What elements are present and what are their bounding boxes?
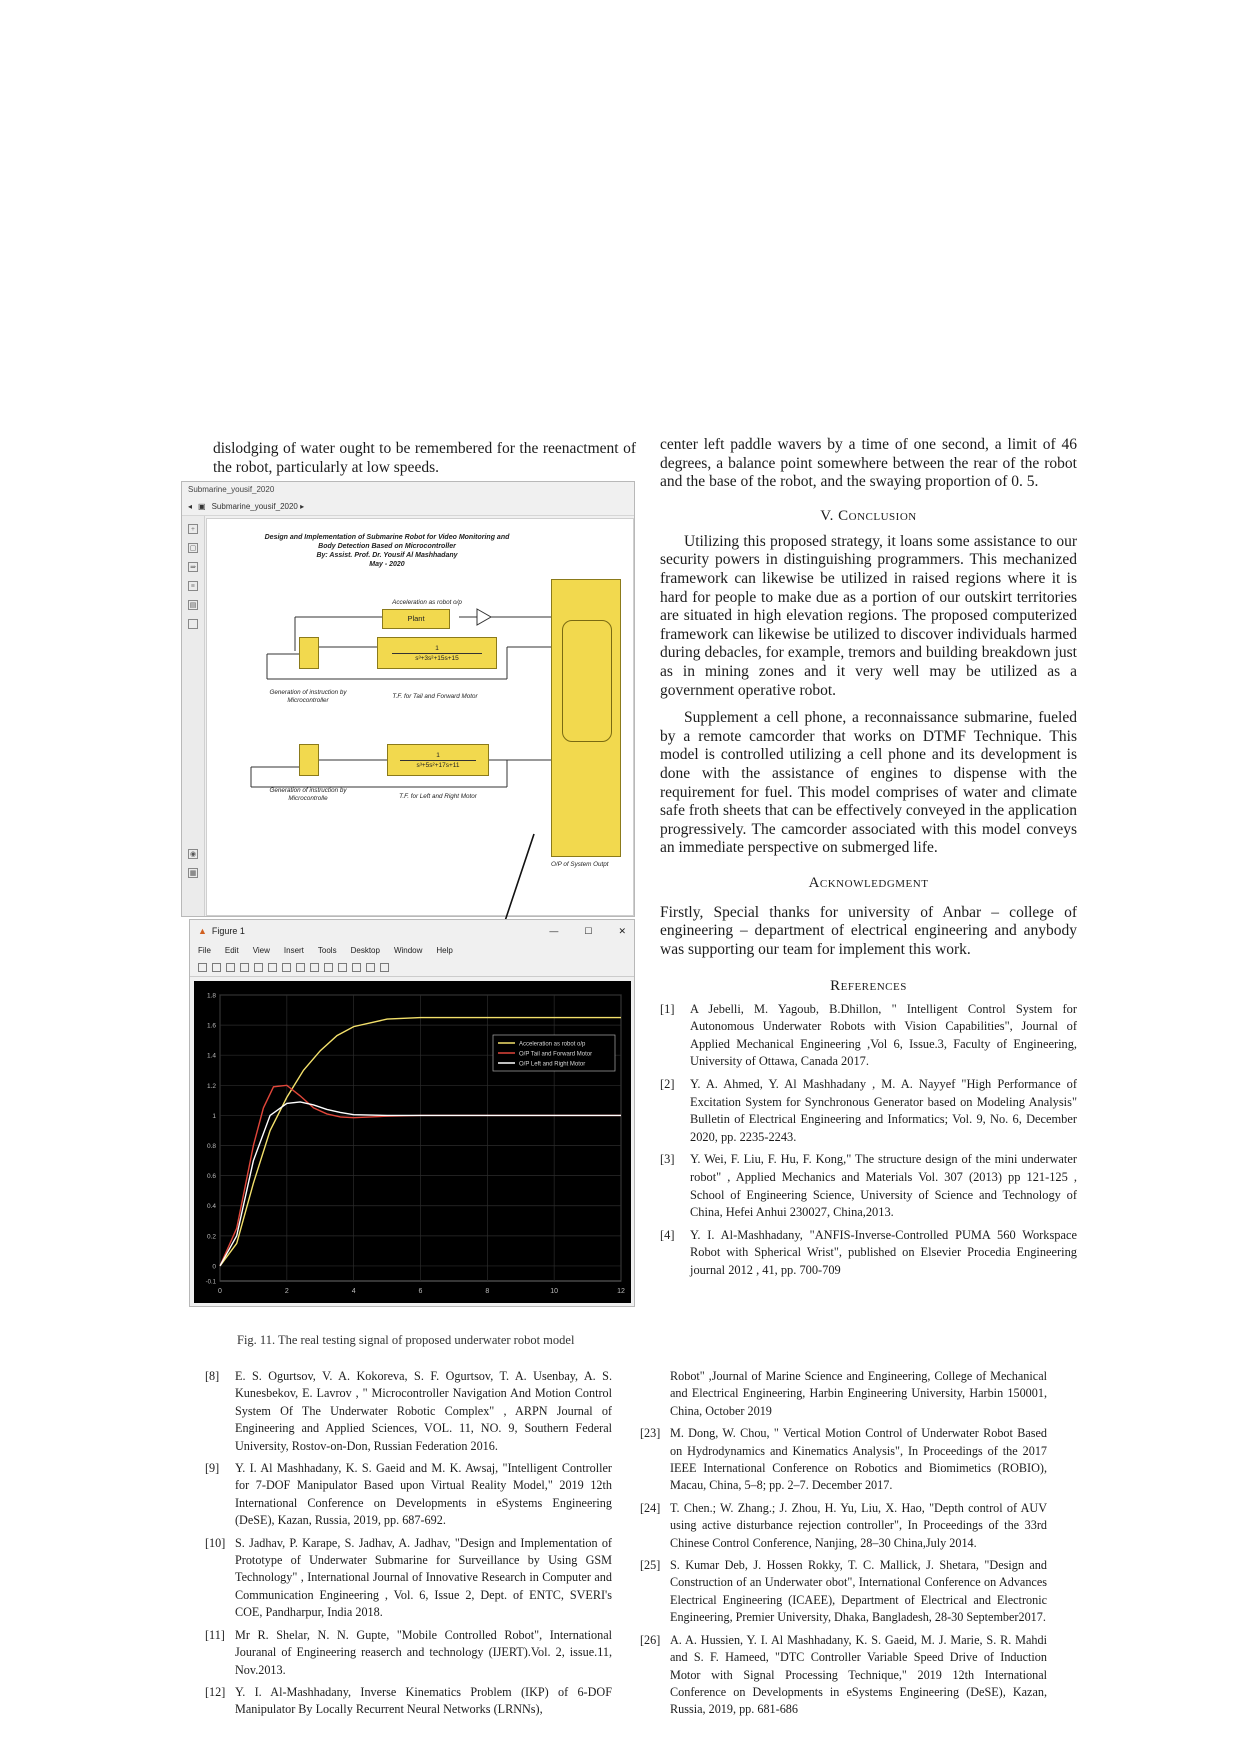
- lower-left-references: [205, 1368, 612, 1724]
- reference-item: [3] Y. Wei, F. Liu, F. Hu, F. Kong," The structure design of the mini underwater robot" , Applied Mechanics and Materials Vol. 307 (2013) pp 121-125 , School of Engineering Science, University of Science and Technology of China, Hefei Anhui 230027, China,2013.: [660, 1152, 1077, 1220]
- generator-block-2[interactable]: [299, 744, 319, 776]
- zoom-out-icon[interactable]: [268, 963, 277, 972]
- generator-label-2: Generation of instruction by Microcontrolle: [269, 787, 347, 802]
- reference-item: [1] A Jebelli, M. Yagoub, B.Dhillon, " Intelligent Control System for Autonomous Underwater Robots with Vision Capabilities", Journal of Applied Mechanical Engineering ,Vol 6, Issue.3, Faculty of Engineering, University of Ottawa, Canada 2017.: [660, 1001, 1077, 1069]
- tf-label-1: T.F. for Tail and Forward Motor: [392, 693, 478, 700]
- y-tick-label: 0.6: [206, 1173, 216, 1181]
- x-tick-label: 8: [485, 1288, 490, 1295]
- menu-desktop[interactable]: Desktop: [350, 945, 380, 955]
- y-tick-label: 0.8: [206, 1143, 216, 1151]
- menu-help[interactable]: Help: [436, 945, 453, 955]
- y-tick-label: 1.2: [206, 1082, 216, 1090]
- minimize-icon[interactable]: —: [549, 926, 559, 936]
- x-tick-label: 0: [218, 1288, 222, 1295]
- generator-block-1[interactable]: [299, 637, 319, 669]
- section-heading-references: References: [830, 977, 907, 994]
- area-icon[interactable]: [188, 619, 198, 629]
- figure-window: [189, 919, 635, 1307]
- pan-icon[interactable]: [282, 963, 291, 972]
- legend-label: O/P Left and Right Motor: [519, 1061, 586, 1068]
- menu-insert[interactable]: Insert: [283, 945, 304, 955]
- body-paragraph: center left paddle wavers by a time of one second, a limit of 46 degrees, a balance point somewhere between the rear of the robot and the base of the robot, and the swaying proportion of 0. 5.: [660, 436, 1077, 491]
- scope-block[interactable]: [551, 579, 621, 857]
- save-icon[interactable]: [226, 963, 235, 972]
- fit-view-icon[interactable]: ▢: [189, 544, 197, 552]
- x-tick-label: 10: [550, 1288, 559, 1295]
- reference-item: [11] Mr R. Shelar, N. N. Gupte, "Mobile Controlled Robot", International Jouranal of Engineering reaserch and technology (IJERT).Vol. 2, issue.11, Nov.2013.: [205, 1627, 612, 1677]
- section-heading-acknowledgment: Acknowledgment: [808, 874, 929, 891]
- reference-item: [23] M. Dong, W. Chou, " Vertical Motion Control of Underwater Robot Based on Hydrodynamics and Kinematics Analysis", In Proceedings of the 2017 IEEE International Conference on Robotics and Biomimetics (ROBIO), Macau, China, 5–8; pp. 2–7. December 2017.: [640, 1426, 1047, 1493]
- breadcrumb-label[interactable]: Submarine_yousif_2020 ▸: [211, 502, 305, 511]
- plot-tools-icon[interactable]: [380, 963, 389, 972]
- menu-tools[interactable]: Tools: [317, 945, 337, 955]
- right-column: [660, 436, 1077, 1285]
- zoom-icon[interactable]: +: [188, 524, 198, 534]
- nav-arrow-icon[interactable]: ◂: [188, 502, 193, 511]
- legend-label: Acceleration as robot o/p: [519, 1041, 586, 1048]
- y-tick-label: 1.6: [206, 1022, 216, 1030]
- brush-icon[interactable]: [324, 963, 333, 972]
- figure-caption: Fig. 11. The real testing signal of proposed underwater robot model: [237, 1333, 575, 1347]
- reference-item: [25] S. Kumar Deb, J. Hossen Rokky, T. C. Mallick, J. Shetara, "Design and Construction of an Underwater obot", International Conference on Advances Electrical Engineering (ICAEE), Department of Electrical and Electronic Engineering, Premier University, Dhaka, Bangladesh, 28-30 September2017.: [640, 1558, 1047, 1625]
- reference-item: [26] A. A. Hussien, Y. I. Al Mashhadany, K. S. Gaeid, M. J. Marie, S. R. Mahdi and S. F. Hameed, "DTC Controller Variable Speed Drive of Induction Motor with Signal Processing Technique," 2019 12th International Conference on Developments in eSystems Engineering (DeSE), Kazan, Russia, 2019, pp. 681-686: [640, 1632, 1047, 1717]
- response-plot[interactable]: [194, 981, 631, 1303]
- simulink-window: [181, 481, 635, 917]
- new-icon[interactable]: [198, 963, 207, 972]
- figure-window-title: Figure 1: [211, 926, 245, 936]
- simulink-canvas[interactable]: [206, 518, 634, 916]
- y-tick-label: 0: [212, 1263, 216, 1271]
- section-heading-conclusion: V. Conclusion: [820, 507, 917, 524]
- camera-icon[interactable]: ◉: [189, 850, 197, 858]
- acknowledgment-paragraph: Firstly, Special thanks for university of Anbar – college of engineering – department of electrical engineering and anybody was supporting our team for implement this work.: [660, 903, 1077, 959]
- y-tick-label: 1: [212, 1112, 216, 1120]
- conclusion-paragraph-2: Supplement a cell phone, a reconnaissance submarine, fueled by a remote camcorder that works on DTMF Technique. This model is controlled utilizing a cell phone and its development is done with the assistance of engines to dispense with the requirement for fuel. This model comprises of water and climate safe froth sheets that can be effectively conveyed in the application progressively. The camcorder associated with this model conveys an immediate perspective on submerged life.: [660, 709, 1077, 857]
- reference-item: [24] T. Chen.; W. Zhang.; J. Zhou, H. Yu, Liu, X. Hao, "Depth control of AUV using active disturbance rejection controller", In Proceedings of the 33rd Chinese Control Conference, Nanjing, 28–30 China,July 2014.: [640, 1500, 1047, 1550]
- data-cursor-icon[interactable]: [310, 963, 319, 972]
- figure-toolbar: [190, 958, 634, 977]
- simulink-toolbar: [182, 516, 205, 916]
- x-tick-label: 4: [351, 1288, 356, 1295]
- reference-item: [2] Y. A. Ahmed, Y. Al Mashhadany , M. A. Nayyef "High Performance of Excitation System for Synchronous Generator based on Modeling Analysis" Bulletin of Electrical Engineering and Informatics; Vol. 9, No. 6, December 2020, pp. 2235-2243.: [660, 1077, 1077, 1144]
- arrow-icon[interactable]: ⇒: [188, 562, 198, 572]
- maximize-icon[interactable]: ☐: [584, 925, 593, 936]
- menu-window[interactable]: Window: [393, 945, 423, 955]
- matlab-icon: ▲: [198, 926, 207, 936]
- lower-right-references: [640, 1368, 1047, 1724]
- body-paragraph: dislodging of water ought to be remembered for the reenactment of the robot, particularly at low speeds.: [213, 440, 636, 476]
- library-icon[interactable]: ▦: [189, 869, 197, 877]
- open-icon[interactable]: [212, 963, 221, 972]
- rotate-icon[interactable]: [296, 963, 305, 972]
- tf-label-2: T.F. for Left and Right Motor: [399, 793, 477, 800]
- reference-item: [9] Y. I. Al Mashhadany, K. S. Gaeid and M. K. Awsaj, "Intelligent Controller for 7-DOF Manipulator Based upon Virtual Reality Model," 2019 12th International Conference on Developments in eSystems Engineering (DeSE), Kazan, Russia, 2019, pp. 687-692.: [205, 1461, 612, 1528]
- figure-menubar: [190, 942, 634, 958]
- annotation-icon[interactable]: ≡: [188, 581, 198, 591]
- plant-block[interactable]: Plant: [382, 609, 450, 629]
- reference-item: [10] S. Jadhav, P. Karape, S. Jadhav, A. Jadhav, "Design and Implementation of Prototype of Underwater Submarine for Surveillance by Using GSM Technology" , International Journal of Innovative Research in Computer and Communication Engineering , Vol. 6, Issue 2, Dept. of ENTC, SVERI's COE, Pandharpur, India 2018.: [205, 1535, 612, 1620]
- scope-label: O/P of System Outpt: [551, 861, 609, 868]
- pointer-icon[interactable]: [366, 963, 375, 972]
- accel-label: Acceleration as robot o/p: [392, 599, 462, 606]
- y-tick-label: 0.4: [206, 1203, 216, 1211]
- y-tick-label: 1.4: [206, 1052, 216, 1060]
- colorbar-icon[interactable]: [338, 963, 347, 972]
- reference-item: [12] Y. I. Al-Mashhadany, Inverse Kinematics Problem (IKP) of 6-DOF Manipulator By Locally Recurrent Neural Networks (LRNNs),: [205, 1684, 612, 1717]
- print-icon[interactable]: [240, 963, 249, 972]
- reference-item: [8] E. S. Ogurtsov, V. A. Kokoreva, S. F. Ogurtsov, T. A. Usenbay, A. S. Kunesbekov, E. Lavrov , " Microcontroller Navigation And Motion Control System Of The Underwater Robotic Complex" , ARPN Journal of Engineering and Applied Sciences, VOL. 11, NO. 9, Southern Federal University, Rostov-on-Don, Russian Federation 2016.: [205, 1369, 612, 1453]
- figure-titlebar: [190, 920, 634, 942]
- legend-label: O/P Tail and Forward Motor: [519, 1051, 593, 1058]
- legend-icon[interactable]: [352, 963, 361, 972]
- menu-view[interactable]: View: [252, 945, 270, 955]
- x-tick-label: 6: [418, 1288, 423, 1295]
- simulink-breadcrumb[interactable]: [182, 498, 634, 516]
- y-tick-label: 0.2: [206, 1233, 216, 1241]
- model-icon: ▣: [198, 502, 206, 511]
- reference-item: [4] Y. I. Al-Mashhadany, "ANFIS-Inverse-Controlled PUMA 560 Workspace Robot with Spherical Wrist", published on Elsevier Procedia Engineering journal 2012 , 41, pp. 700-709: [660, 1227, 1077, 1277]
- generator-label-1: Generation of instruction by Microcontroller: [269, 689, 347, 704]
- menu-file[interactable]: File: [198, 945, 211, 955]
- transfer-function-1[interactable]: 1 s³+3s²+15s+15: [377, 637, 497, 669]
- transfer-function-2[interactable]: 1 s³+5s²+17s+11: [387, 744, 489, 776]
- y-min-label: -0.1: [205, 1279, 216, 1286]
- conclusion-paragraph-1: Utilizing this proposed strategy, it loans some assistance to our security powers in distinguishing programmers. This mechanized framework can likewise be utilized in raised regions where it is hard for people to make due as a portion of our outskirt territories are situated in high elevation regions. The proposed computerized framework can likewise be utilized to discover individuals harmed during debacles, for example, tremors and building breakdown just as in mining zones and it very well may be utilized as a government operative robot.: [660, 532, 1077, 699]
- diagram-title: Design and Implementation of Submarine Robot for Video Monitoring and Body Detection Based on Microcontroller By: Assist. Prof. Dr. Yousif Al Mashhadany May - 2020: [264, 534, 510, 568]
- reference-continuation: Robot" ,Journal of Marine Science and Engineering, College of Mechanical and Electrical Engineering, Harbin Engineering University, Harbin 150001, China, October 2019: [670, 1369, 1047, 1418]
- x-tick-label: 12: [617, 1288, 625, 1295]
- image-icon[interactable]: ▤: [189, 601, 197, 609]
- y-tick-label: 1.8: [206, 992, 216, 1000]
- simulink-window-title: Submarine_yousif_2020: [188, 485, 275, 494]
- close-icon[interactable]: ✕: [618, 925, 626, 936]
- menu-edit[interactable]: Edit: [224, 945, 239, 955]
- zoom-in-icon[interactable]: [254, 963, 263, 972]
- x-tick-label: 2: [284, 1288, 289, 1295]
